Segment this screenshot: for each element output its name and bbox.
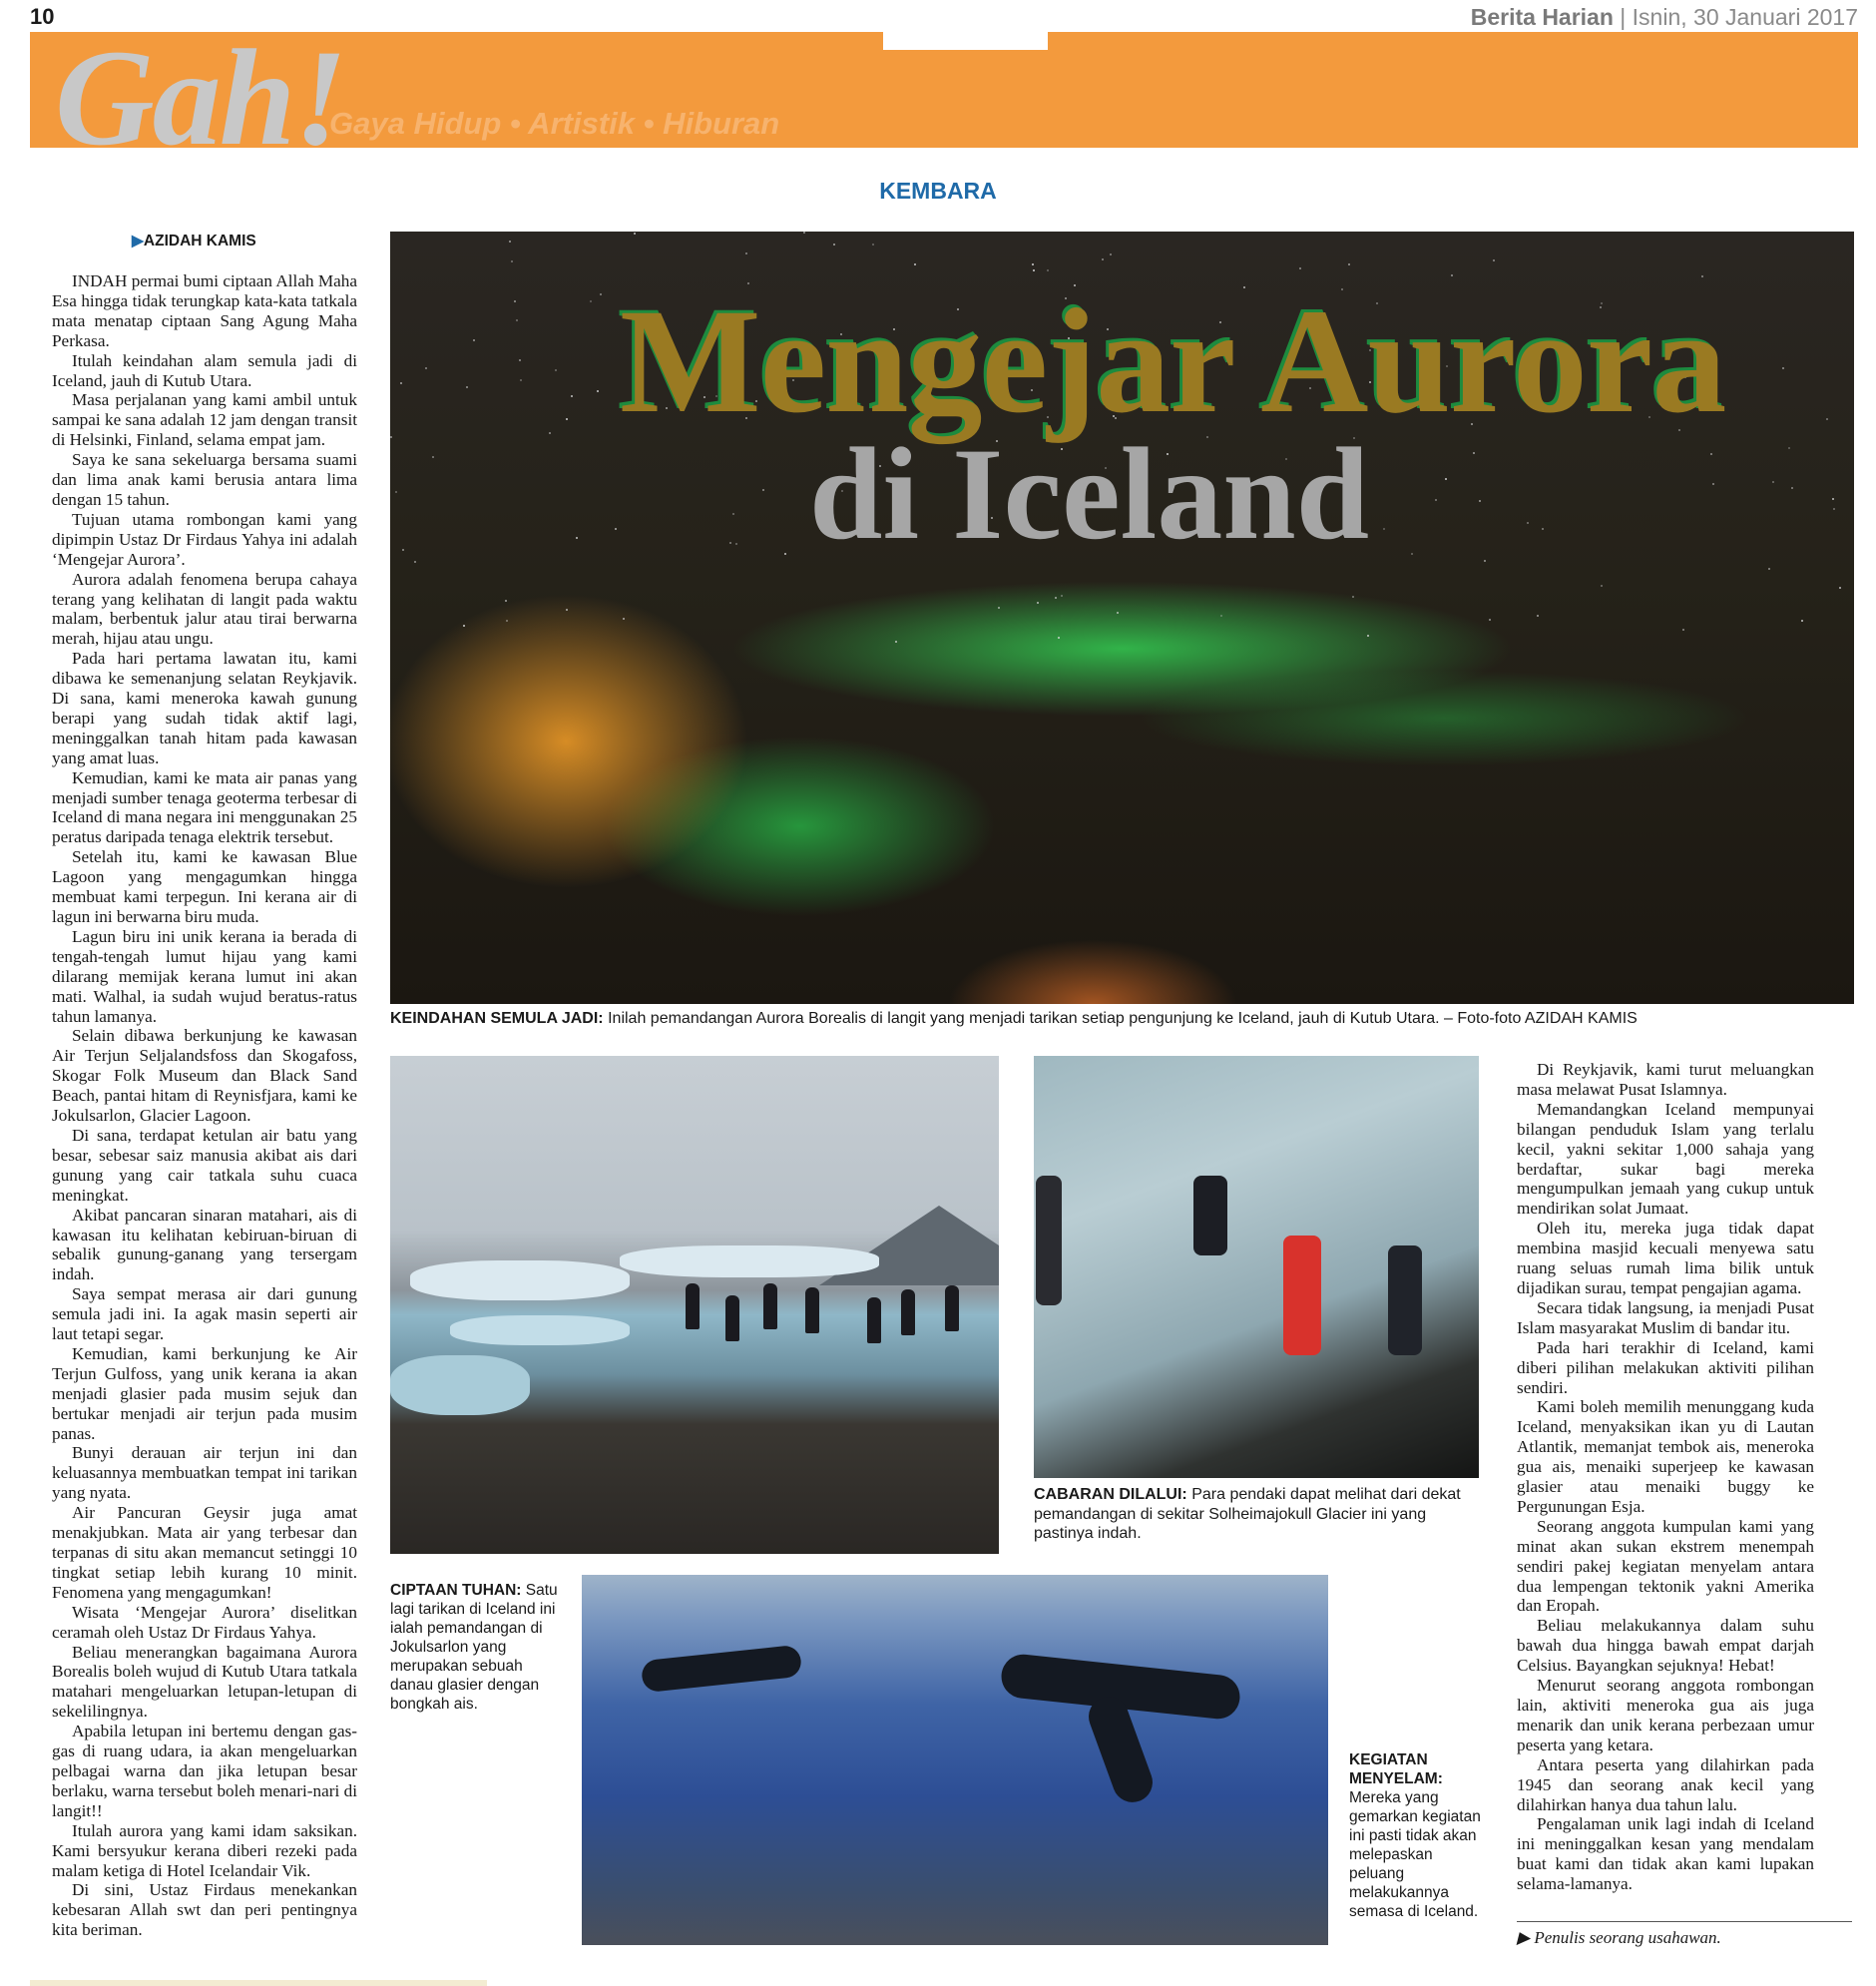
star-dot bbox=[1445, 478, 1447, 480]
star-dot bbox=[1839, 587, 1841, 589]
climber-figure bbox=[1193, 1176, 1227, 1255]
star-dot bbox=[1299, 267, 1301, 269]
climb-caption bbox=[1034, 1485, 1483, 1544]
lagoon-caption bbox=[390, 1581, 562, 1714]
star-dot bbox=[432, 456, 434, 458]
star-dot bbox=[1102, 258, 1104, 260]
star-dot bbox=[1537, 615, 1539, 617]
star-dot bbox=[511, 260, 513, 262]
article-paragraph: Pada hari pertama lawatan itu, kami dibawa ke semenanjung selatan Reykjavik. Di sana, kami meneroka kawah gunung berapi yang sudah tidak aktif lagi, meninggalkan tanah hitam pada kawasan yang amat luas. bbox=[52, 649, 357, 767]
visitor-figure bbox=[763, 1283, 777, 1329]
ice-block bbox=[410, 1260, 630, 1300]
hero-caption-text: Inilah pemandangan Aurora Borealis di langit yang menjadi tarikan setiap pengunjung ke Iceland, jauh di Kutub Utara. – Foto-foto AZIDAH KAMIS bbox=[608, 1010, 1638, 1027]
headline-line-1: Mengejar Aurora bbox=[620, 278, 1726, 444]
article-paragraph: Aurora adalah fenomena berupa cahaya terang yang kelihatan di langit pada waktu malam, berbentuk jalur atau tirai berwarna merah, hijau atau ungu. bbox=[52, 569, 357, 649]
star-dot bbox=[1411, 553, 1413, 555]
star-dot bbox=[1833, 508, 1835, 510]
star-dot bbox=[1601, 585, 1603, 587]
climber-figure bbox=[1388, 1245, 1422, 1355]
star-dot bbox=[505, 600, 507, 602]
dive-caption-label: KEGIATAN MENYELAM: bbox=[1349, 1751, 1443, 1787]
article-paragraph: Kami boleh memilih menunggang kuda Iceland, menyaksikan ikan yu di Lautan Atlantik, memanjat tembok ais, meneroka gua ais, menaiki superjeep ke kawasan glasier atau menaiki buggy ke Pergunungan Esja. bbox=[1517, 1397, 1814, 1516]
ice-climbing-photo bbox=[1034, 1056, 1479, 1478]
article-body-left bbox=[52, 271, 357, 1940]
article-paragraph: Lagun biru ini unik kerana ia berada di tengah-tengah lumut hijau yang kami dilarang memijak kerana lumut ini akan mati. Walhal, ia sudah wujud beratus-ratus tahun lamanya. bbox=[52, 926, 357, 1026]
article-paragraph: Air Pancuran Geysir juga amat menakjubkan. Mata air yang terbesar dan terpanas di situ akan memancut setinggi 10 tingkat setiap lebih kurang 10 minit. Fenomena yang mengagumkan! bbox=[52, 1503, 357, 1602]
climb-caption-label: CABARAN DILALUI: bbox=[1034, 1486, 1187, 1503]
article-paragraph: Pada hari terakhir di Iceland, kami diberi pilihan melakukan aktiviti pilihan sendiri. bbox=[1517, 1337, 1814, 1397]
star-dot bbox=[895, 641, 897, 643]
article-paragraph: INDAH permai bumi ciptaan Allah Maha Esa hingga tidak terungkap kata-kata tatkala mata menatap ciptaan Sang Agung Maha Perkasa. bbox=[52, 271, 357, 350]
article-paragraph: Seorang anggota kumpulan kami yang minat akan sukan ekstrem menempah sendiri pakej kegiatan menyelam antara dua lempengan tektonik yakni Amerika dan Eropah. bbox=[1517, 1516, 1814, 1616]
article-paragraph: Antara peserta yang dilahirkan pada 1945 dan seorang anak kecil yang dilahirkan hanya dua tahun lalu. bbox=[1517, 1754, 1814, 1814]
star-dot bbox=[1435, 499, 1437, 501]
diver-figure bbox=[641, 1645, 802, 1694]
star-dot bbox=[872, 244, 874, 246]
star-dot bbox=[784, 553, 786, 555]
article-paragraph: Apabila letupan ini bertemu dengan gas-gas di ruang udara, ia akan mengeluarkan pelbagai warna dan jika letupan besar berlaku, warna tersebut boleh menari-nari di langit!! bbox=[52, 1722, 357, 1820]
visitor-figure bbox=[686, 1283, 700, 1329]
article-paragraph: Menurut seorang anggota rombongan lain, aktiviti meneroka gua ais juga menarik dan unik kerana perbezaan umur peserta yang ketara. bbox=[1517, 1676, 1814, 1754]
ice-block bbox=[450, 1315, 630, 1345]
star-dot bbox=[1383, 528, 1385, 530]
article-paragraph: Akibat pancaran sinaran matahari, ais di kawasan itu kelihatan kebiruan-biruan di sebalik gunung-ganang yang tersergam indah. bbox=[52, 1205, 357, 1284]
star-dot bbox=[1110, 253, 1112, 255]
article-paragraph: Beliau menerangkan bagaimana Aurora Borealis boleh wujud di Kutub Utara tatkala matahari mengeluarkan letupan-letupan di sekelilingnya. bbox=[52, 1642, 357, 1722]
star-dot bbox=[597, 390, 599, 392]
star-dot bbox=[1768, 568, 1770, 570]
author-note bbox=[1517, 1928, 1814, 1948]
star-dot bbox=[566, 609, 568, 611]
star-dot bbox=[1058, 637, 1060, 639]
visitor-figure bbox=[725, 1295, 739, 1341]
star-dot bbox=[762, 489, 764, 491]
article-paragraph: Tujuan utama rombongan kami yang dipimpin Ustaz Dr Firdaus Yahya ini adalah ‘Mengejar Aurora’. bbox=[52, 509, 357, 569]
article-paragraph: Pengalaman unik lagi indah di Iceland ini meninggalkan kesan yang mendalam buat kami dan tidak akan kami lupakan selama-lamanya. bbox=[1517, 1814, 1814, 1894]
star-dot bbox=[520, 379, 522, 381]
article-paragraph: Memandangkan Iceland mempunyai bilangan penduduk Islam yang terlalu kecil, yakni sekitar 1,000 sahaja yang berdaftar, sukar bagi mereka mengumpulkan jemaah yang cukup untuk mendirikan solat Jumaat. bbox=[1517, 1099, 1814, 1219]
star-dot bbox=[1047, 269, 1049, 271]
star-dot bbox=[390, 436, 392, 438]
star-dot bbox=[1682, 629, 1684, 631]
star-dot bbox=[914, 263, 916, 265]
brand-logo: Gah! bbox=[55, 21, 346, 174]
star-dot bbox=[1542, 528, 1544, 530]
star-dot bbox=[615, 528, 617, 530]
visitor-figure bbox=[805, 1287, 819, 1333]
article-paragraph: Selain dibawa berkunjung ke kawasan Air Terjun Seljalandsfoss dan Skogafoss, Skogar Folk Museum dan Black Sand Beach, pantai hitam di Reynisfjara, kami ke Jokulsarlon, Glacier Lagoon. bbox=[52, 1026, 357, 1126]
publication-name: Berita Harian bbox=[1470, 4, 1614, 30]
star-dot bbox=[506, 620, 508, 622]
star-dot bbox=[514, 300, 516, 302]
note-arrow-icon: ▶ bbox=[1517, 1928, 1531, 1947]
star-dot bbox=[1033, 269, 1035, 271]
star-dot bbox=[555, 369, 557, 371]
masthead: Berita Harian | Isnin, 30 Januari 2017 bbox=[1470, 4, 1858, 30]
star-dot bbox=[509, 241, 511, 243]
star-dot bbox=[735, 543, 737, 545]
star-dot bbox=[1055, 597, 1057, 599]
hero-caption bbox=[390, 1009, 1854, 1029]
star-dot bbox=[1117, 612, 1119, 614]
headline-line-2: di Iceland bbox=[809, 420, 1370, 567]
star-dot bbox=[576, 537, 578, 539]
star-dot bbox=[803, 232, 805, 234]
article-paragraph: Masa perjalanan yang kami ambil untuk sampai ke sana adalah 12 jam dengan transit di Helsinki, Finland, selama empat jam. bbox=[52, 390, 357, 450]
article-paragraph: Secara tidak langsung, ia menjadi Pusat Islam masyarakat Muslim di bandar itu. bbox=[1517, 1297, 1814, 1337]
article-paragraph: Setelah itu, kami ke kawasan Blue Lagoon yang mengagumkan hingga membuat kami terpegun. Ini kerana air di lagun ini berwarna biru muda. bbox=[52, 847, 357, 926]
star-dot bbox=[1788, 447, 1790, 449]
star-dot bbox=[473, 339, 475, 341]
issue-date: Isnin, 30 Januari 2017 bbox=[1632, 4, 1858, 30]
article-paragraph: Saya ke sana sekeluarga bersama suami dan lima anak kami berusia antara lima dengan 15 tahun. bbox=[52, 450, 357, 509]
article-paragraph: Saya sempat merasa air dari gunung semula jadi ini. Ia agak masin seperti air laut tetapi segar. bbox=[52, 1284, 357, 1344]
star-dot bbox=[1772, 481, 1774, 483]
star-dot bbox=[549, 432, 551, 434]
ice-block bbox=[620, 1245, 879, 1277]
star-dot bbox=[425, 367, 427, 369]
star-dot bbox=[400, 382, 402, 384]
hero-aurora-photo bbox=[390, 232, 1854, 1004]
star-dot bbox=[571, 395, 573, 397]
byline-arrow-icon: ▶ bbox=[132, 233, 144, 249]
star-dot bbox=[1479, 500, 1481, 502]
star-dot bbox=[1061, 595, 1063, 597]
author-note-text: Penulis seorang usahawan. bbox=[1534, 1928, 1721, 1947]
star-dot bbox=[516, 319, 518, 321]
star-dot bbox=[1037, 602, 1039, 604]
star-dot bbox=[1484, 560, 1486, 562]
star-dot bbox=[395, 491, 397, 493]
article-paragraph: Kemudian, kami ke mata air panas yang menjadi sumber tenaga geoterma terbesar di Iceland di mana negara ini menggunakan 25 peratus daripada tenaga elektrik tersebut. bbox=[52, 767, 357, 847]
section-label: KEMBARA bbox=[879, 178, 997, 204]
star-dot bbox=[998, 607, 1000, 609]
article-paragraph: Di Reykjavik, kami turut meluangkan masa melawat Pusat Islamnya. bbox=[1517, 1060, 1814, 1099]
dive-caption-text: Mereka yang gemarkan kegiatan ini pasti tidak akan melepaskan peluang melakukannya semasa di Iceland. bbox=[1349, 1789, 1481, 1920]
visitor-figure bbox=[945, 1285, 959, 1331]
star-dot bbox=[1826, 418, 1828, 420]
star-dot bbox=[1710, 453, 1712, 455]
star-dot bbox=[1801, 620, 1803, 622]
article-paragraph: Oleh itu, mereka juga tidak dapat membina masjid kecuali menyewa satu ruang seluas rumah lima bilik untuk dijadikan surau, tempat pengajian agama. bbox=[1517, 1219, 1814, 1297]
dive-caption bbox=[1349, 1750, 1484, 1921]
star-dot bbox=[729, 542, 731, 544]
star-dot bbox=[1367, 635, 1369, 637]
star-dot bbox=[634, 233, 636, 235]
star-dot bbox=[1712, 483, 1714, 485]
star-dot bbox=[1220, 615, 1222, 617]
visitor-figure bbox=[901, 1289, 915, 1335]
star-dot bbox=[745, 252, 747, 254]
star-dot bbox=[1832, 498, 1834, 500]
star-dot bbox=[600, 293, 602, 295]
star-dot bbox=[414, 561, 416, 563]
star-dot bbox=[466, 386, 468, 388]
star-dot bbox=[1489, 619, 1491, 621]
star-dot bbox=[623, 618, 625, 620]
star-dot bbox=[1352, 596, 1354, 598]
star-dot bbox=[1473, 452, 1475, 454]
star-dot bbox=[833, 244, 835, 246]
article-paragraph: Di sana, terdapat ketulan air batu yang besar, sebesar saiz manusia akibat ais dari gunung yang cair tatkala suhu cuaca meningkat. bbox=[52, 1125, 357, 1205]
star-dot bbox=[566, 418, 568, 420]
star-dot bbox=[519, 359, 521, 361]
star-dot bbox=[1032, 263, 1034, 265]
page-number: 10 bbox=[30, 4, 55, 29]
star-dot bbox=[590, 300, 592, 302]
article-paragraph: Bunyi derauan air terjun ini dan keluasannya membuatkan tempat ini tarikan yang nyata. bbox=[52, 1443, 357, 1503]
star-dot bbox=[1791, 487, 1793, 489]
climb-caption-text: Para pendaki dapat melihat dari dekat pemandangan di sekitar Solheimajokull Glacier ini yang pastinya indah. bbox=[1034, 1486, 1461, 1542]
star-dot bbox=[732, 513, 734, 515]
star-dot bbox=[402, 549, 404, 551]
climber-figure bbox=[1283, 1236, 1321, 1355]
star-dot bbox=[463, 625, 465, 627]
hero-caption-label: KEINDAHAN SEMULA JADI: bbox=[390, 1010, 604, 1027]
star-dot bbox=[1348, 263, 1350, 265]
article-paragraph: Di sini, Ustaz Firdaus menekankan kebesaran Allah swt dan peri pentingnya kita beriman. bbox=[52, 1880, 357, 1940]
visitor-figure bbox=[867, 1297, 881, 1343]
glacier-lagoon-photo bbox=[390, 1056, 999, 1554]
byline-author: AZIDAH KAMIS bbox=[143, 233, 256, 249]
byline bbox=[132, 232, 256, 250]
article-paragraph: Beliau melakukannya dalam suhu bawah dua hingga bawah empat darjah Celsius. Bayangkan sejuknya! Hebat! bbox=[1517, 1616, 1814, 1676]
article-paragraph: Wisata ‘Mengejar Aurora’ diselitkan ceramah oleh Ustaz Dr Firdaus Yahya. bbox=[52, 1602, 357, 1642]
star-dot bbox=[1493, 259, 1495, 261]
article-paragraph: Itulah aurora yang kami idam saksikan. Kami bersyukur kerana diberi rezeki pada malam ketiga di Hotel Icelandair Vik. bbox=[52, 1820, 357, 1880]
star-dot bbox=[1527, 522, 1529, 524]
brand-tagline: Gaya Hidup • Artistik • Hiburan bbox=[329, 106, 780, 141]
lagoon-caption-label: CIPTAAN TUHAN: bbox=[390, 1582, 522, 1599]
article-paragraph: Kemudian, kami berkunjung ke Air Terjun Gulfoss, yang unik kerana ia akan menjadi glasier pada musim sejuk dan bertukar menjadi air terjun pada musim panas. bbox=[52, 1343, 357, 1443]
article-paragraph: Itulah keindahan alam semula jadi di Iceland, jauh di Kutub Utara. bbox=[52, 350, 357, 390]
lagoon-caption-text: Satu lagi tarikan di Iceland ini ialah pemandangan di Jokulsarlon yang merupakan sebuah danau glasier dengan bongkah ais. bbox=[390, 1582, 558, 1713]
diving-photo bbox=[582, 1575, 1328, 1945]
ice-block bbox=[390, 1355, 530, 1415]
header-bar-notch bbox=[883, 32, 1048, 50]
author-note-rule bbox=[1517, 1921, 1852, 1922]
star-dot bbox=[1782, 367, 1784, 369]
climber-figure bbox=[1036, 1176, 1062, 1305]
article-body-right bbox=[1517, 1060, 1814, 1894]
bottom-strip bbox=[30, 1980, 487, 1986]
